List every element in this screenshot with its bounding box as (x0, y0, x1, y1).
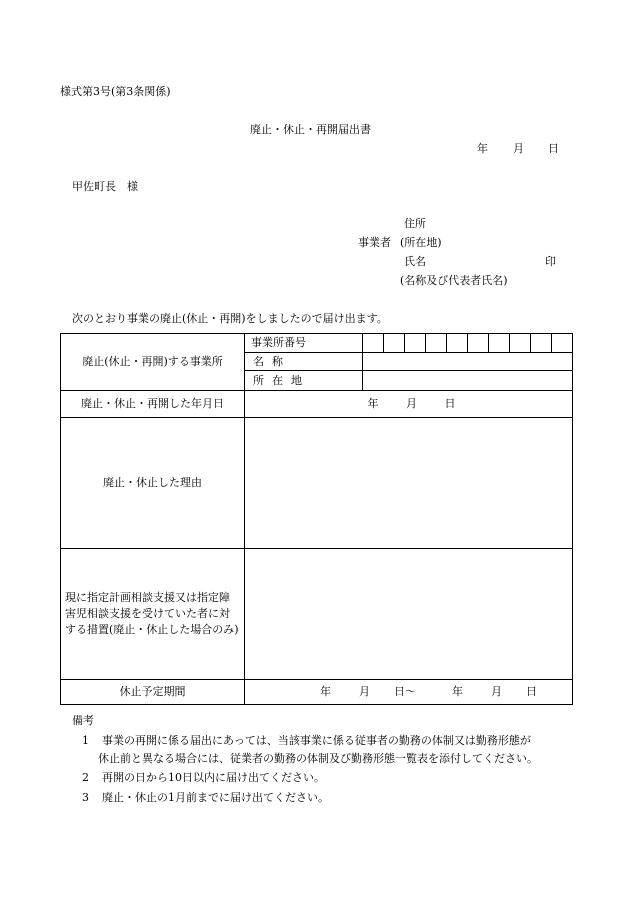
office-address-field[interactable] (363, 371, 573, 391)
note-text: 事業の再開に係る届出にあっては、当該事業に係る従事者の勤務の体制又は勤務形態が (102, 734, 531, 747)
form-title: 廃止・休止・再開届出書 (250, 123, 371, 136)
note-text: 廃止・休止の1月前までに届け出てください。 (102, 791, 329, 804)
office-code-cells[interactable] (363, 334, 573, 353)
note-number: 1 (82, 734, 89, 747)
note-text-cont: 休止前と異なる場合には、従業者の勤務の体制及び勤務形態一覧表を添付してください。 (98, 752, 538, 765)
office-code-digit[interactable] (488, 334, 509, 352)
office-code-label: 事業所番号 (245, 334, 363, 353)
date-day-unit: 日 (444, 397, 456, 410)
addressee: 甲佐町長 様 (72, 180, 138, 193)
notes-heading: 備考 (72, 714, 94, 727)
note-item-1-cont (98, 750, 538, 768)
note-item-2 (82, 769, 325, 787)
date-day: 日 (548, 142, 559, 155)
period-month2: 月 (491, 685, 502, 698)
period-day2: 日 (526, 685, 537, 698)
note-number: 2 (82, 771, 89, 784)
date-month-unit: 月 (406, 397, 417, 410)
reason-label: 廃止・休止した理由 (61, 418, 245, 549)
date-field[interactable] (245, 391, 573, 418)
period-year2: 年 (452, 685, 463, 698)
office-label: 廃止(休止・再開)する事業所 (61, 334, 245, 391)
seal-mark: 印 (545, 255, 556, 268)
office-code-digit[interactable] (363, 334, 383, 352)
address-sub-label: (所在地) (400, 236, 442, 249)
form-number: 様式第3号(第3条関係) (60, 85, 171, 98)
office-code-digit[interactable] (383, 334, 404, 352)
reason-field[interactable] (245, 418, 573, 549)
period-field[interactable] (245, 680, 573, 705)
intro-text: 次のとおり事業の廃止(休止・再開)をしましたので届け出ます。 (72, 312, 388, 325)
date-year-unit: 年 (367, 397, 379, 410)
name-label: 氏名 (404, 255, 426, 268)
period-day1: 日〜 (394, 685, 416, 698)
address-label: 住所 (404, 217, 426, 230)
office-name-label: 名称 (245, 353, 363, 371)
measure-field[interactable] (245, 549, 573, 680)
office-code-digit[interactable] (530, 334, 551, 352)
office-code-digit[interactable] (551, 334, 572, 352)
office-code-digit[interactable] (467, 334, 488, 352)
period-month1: 月 (359, 685, 370, 698)
office-code-digit[interactable] (404, 334, 425, 352)
date-month: 月 (513, 142, 524, 155)
office-code-digit[interactable] (425, 334, 446, 352)
office-code-digit[interactable] (446, 334, 467, 352)
notification-table (60, 333, 573, 705)
note-text: 再開の日から10日以内に届け出てください。 (102, 771, 325, 784)
note-item-1 (82, 732, 531, 750)
office-code-digit[interactable] (509, 334, 530, 352)
period-label: 休止予定期間 (61, 680, 245, 705)
applicant-label: 事業者 (358, 236, 391, 249)
office-name-field[interactable] (363, 353, 573, 371)
date-year: 年 (477, 142, 488, 155)
office-address-label: 所在地 (245, 371, 363, 391)
measure-label: 現に指定計画相談支援又は指定障害児相談支援を受けていた者に対する措置(廃止・休止した場合のみ) (61, 549, 245, 680)
date-label: 廃止・休止・再開した年月日 (61, 391, 245, 418)
note-number: 3 (82, 791, 89, 804)
note-item-3 (82, 789, 329, 807)
period-year1: 年 (320, 685, 331, 698)
name-sub-label: (名称及び代表者氏名) (400, 274, 508, 287)
